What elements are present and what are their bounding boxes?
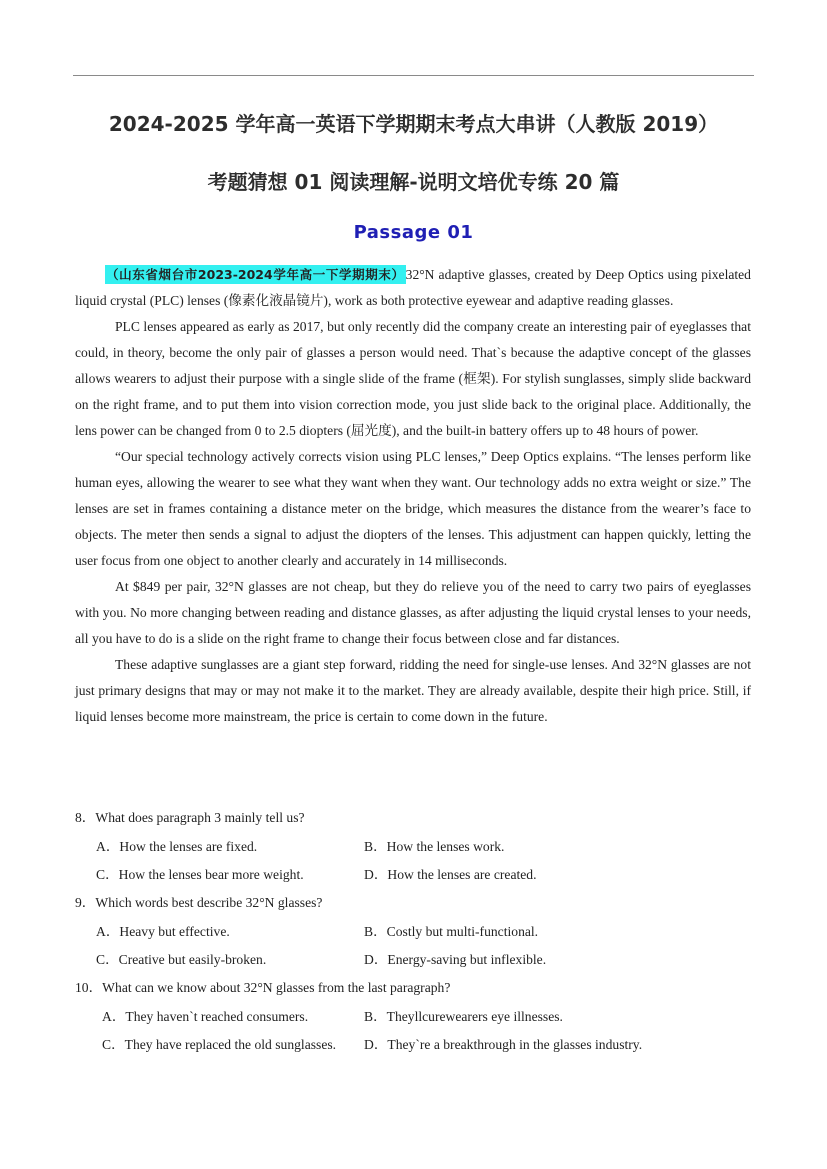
- question-10-option-c[interactable]: C．They have replaced the old sunglasses.: [102, 1037, 337, 1052]
- question-9-stem: 9．Which words best describe 32°N glasses?: [75, 895, 323, 910]
- passage-heading: Passage 01: [353, 222, 474, 243]
- question-10-option-b[interactable]: B．Theyllcurewearers eye illnesses.: [364, 1009, 563, 1024]
- document-subtitle: 考题猜想 01 阅读理解-说明文培优专练 20 篇: [207, 170, 620, 194]
- question-8-option-d[interactable]: D．How the lenses are created.: [364, 867, 537, 882]
- paragraph-3: “Our special technology actively corrects vision using PLC lenses,” Deep Optics explains. “The lenses perform like human eyes, allowing the wearer to see what they want when they want. Our technology adds no extra weight or size.” The lenses are set in frames containing a distance meter on the bridge, which measures the distance from the wearer’s face to objects. The meter then sends a signal to adjust the diopters of the lenses. This adjustment can happen quickly, letting the user focus from one object to another clearly and accurately in 14 milliseconds.: [75, 449, 751, 568]
- question-8-stem: 8．What does paragraph 3 mainly tell us?: [75, 810, 305, 825]
- paragraph-2: PLC lenses appeared as early as 2017, but only recently did the company create an interesting pair of eyeglasses that could, in theory, become the only pair of glasses a person would need. That`s because the adaptive concept of the glasses allows wearers to adjust their purpose with a single slide of the frame (框架). For stylish sunglasses, simply slide backward on the right frame, and to put them into vision correction mode, you just slide back to the original place. Additionally, the lens power can be changed from 0 to 2.5 diopters (屈光度), and the built-in battery offers up to 48 hours of power.: [75, 319, 751, 438]
- passage-body: [75, 262, 751, 730]
- question-8-option-a[interactable]: A．How the lenses are fixed.: [96, 839, 258, 854]
- question-10-option-a[interactable]: A．They haven`t reached consumers.: [102, 1009, 309, 1024]
- question-9-option-d[interactable]: D．Energy-saving but inflexible.: [364, 952, 547, 967]
- paragraph-1-text: 32°N adaptive glasses, created by Deep Optics using pixelated liquid crystal (PLC) lenses (像素化液晶镜片), work as both protective eyewear and adaptive reading glasses.: [75, 267, 751, 308]
- source-tag: （山东省烟台市2023-2024学年高一下学期期末）: [106, 267, 405, 282]
- question-9-option-b[interactable]: B．Costly but multi-functional.: [364, 924, 539, 939]
- question-9-option-a[interactable]: A．Heavy but effective.: [96, 924, 230, 939]
- question-10-option-d[interactable]: D．They`re a breakthrough in the glasses industry.: [364, 1037, 643, 1052]
- paragraph-5: These adaptive sunglasses are a giant step forward, ridding the need for single-use lenses. And 32°N glasses are not just primary designs that may or may not make it to the market. They are already available, despite their high price. Still, if liquid lenses become more mainstream, the price is certain to come down in the future.: [75, 657, 751, 724]
- question-8-option-c[interactable]: C．How the lenses bear more weight.: [96, 867, 304, 882]
- paragraph-4: At $849 per pair, 32°N glasses are not cheap, but they do relieve you of the need to carry two pairs of eyeglasses with you. No more changing between reading and distance glasses, as after adjusting the liquid crystal lenses to your needs, all you have to do is a slide on the right frame to change their focus between close and far distances.: [75, 579, 751, 646]
- paragraph-1: [75, 262, 751, 314]
- header-rule: [73, 75, 754, 76]
- question-8-option-b[interactable]: B．How the lenses work.: [364, 839, 505, 854]
- question-9-option-c[interactable]: C．Creative but easily-broken.: [96, 952, 267, 967]
- document-title: 2024-2025 学年高一英语下学期期末考点大串讲（人教版 2019）: [108, 112, 719, 136]
- question-10-stem: 10．What can we know about 32°N glasses from the last paragraph?: [75, 980, 451, 995]
